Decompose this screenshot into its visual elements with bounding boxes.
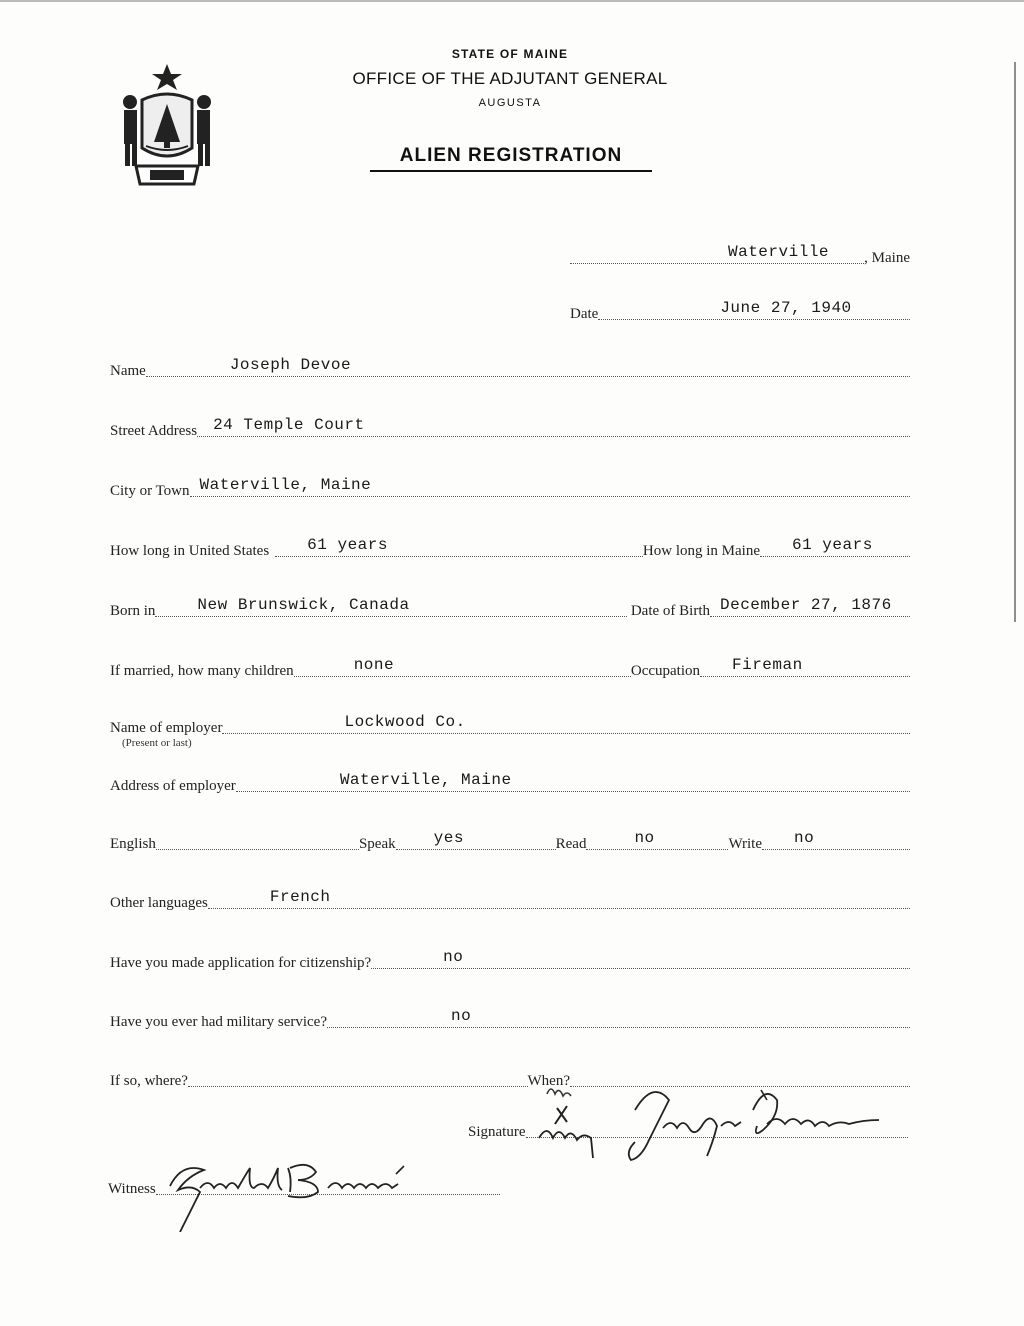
english-line	[110, 829, 910, 854]
name-label: Name	[110, 363, 146, 379]
maine-years-label: How long in Maine	[642, 543, 760, 559]
citizenship-value: no	[443, 948, 464, 966]
employer-sublabel: (Present or last)	[122, 737, 192, 749]
citizenship-line	[110, 948, 910, 973]
employer-value: Lockwood Co.	[344, 713, 466, 731]
birth-date-value: December 27, 1876	[720, 596, 892, 614]
when-label: When?	[527, 1073, 570, 1089]
maine-state-seal-icon	[112, 60, 222, 190]
date-value: June 27, 1940	[720, 299, 852, 317]
write-label: Write	[728, 836, 762, 852]
employer-address-value: Waterville, Maine	[339, 771, 512, 789]
residence-line	[110, 536, 910, 561]
scan-edge	[1014, 62, 1024, 622]
place-line	[570, 243, 910, 268]
children-value: none	[353, 656, 395, 674]
citizenship-label: Have you made application for citizenship?	[110, 955, 372, 971]
employer-address-line	[110, 771, 910, 796]
office-heading: OFFICE OF THE ADJUTANT GENERAL	[352, 69, 668, 88]
date-line	[570, 299, 910, 324]
born-in-value: New Brunswick, Canada	[197, 596, 410, 614]
languages-label: Other languages	[110, 895, 208, 911]
name-value: Joseph Devoe	[229, 356, 352, 374]
us-years-value: 61 years	[307, 536, 388, 554]
maine-years-value: 61 years	[792, 536, 873, 554]
employer-label: Name of employer	[110, 720, 223, 736]
where-label: If so, where?	[110, 1073, 188, 1089]
languages-value: French	[269, 888, 331, 906]
read-value: no	[634, 829, 655, 847]
date-label: Date	[570, 306, 599, 322]
military-line	[110, 1007, 910, 1032]
birth-date-label: Date of Birth	[630, 603, 710, 619]
witness-label: Witness	[108, 1181, 156, 1197]
occupation-label: Occupation	[630, 663, 700, 679]
street-label: Street Address	[110, 423, 198, 439]
write-value: no	[794, 829, 815, 847]
city-label: City or Town	[110, 483, 190, 499]
name-line	[110, 356, 910, 381]
speak-label: Speak	[358, 836, 396, 852]
children-label: If married, how many children	[110, 663, 294, 679]
place-suffix: , Maine	[864, 250, 910, 266]
speak-value: yes	[433, 829, 464, 847]
birth-line	[110, 596, 910, 621]
street-line	[110, 416, 910, 441]
form-title: ALIEN REGISTRATION	[370, 145, 652, 172]
english-label: English	[110, 836, 156, 852]
signature-label: Signature	[468, 1124, 526, 1140]
state-heading: STATE OF MAINE	[451, 47, 569, 61]
employer-address-label: Address of employer	[110, 778, 236, 794]
military-value: no	[451, 1007, 472, 1025]
employer-line	[110, 713, 910, 738]
languages-line	[110, 888, 910, 913]
city-value: Waterville, Maine	[199, 476, 372, 494]
city-heading: AUGUSTA	[478, 97, 542, 109]
street-value: 24 Temple Court	[213, 416, 365, 434]
military-label: Have you ever had military service?	[110, 1014, 327, 1030]
city-line	[110, 476, 910, 501]
witness-signature-handwriting	[160, 1152, 430, 1232]
read-label: Read	[555, 836, 587, 852]
us-years-label: How long in United States	[110, 543, 270, 559]
place-value: Waterville	[728, 243, 830, 261]
born-in-label: Born in	[110, 603, 156, 619]
occupation-value: Fireman	[732, 656, 803, 674]
children-line	[110, 656, 910, 681]
signature-handwriting	[535, 1080, 905, 1172]
